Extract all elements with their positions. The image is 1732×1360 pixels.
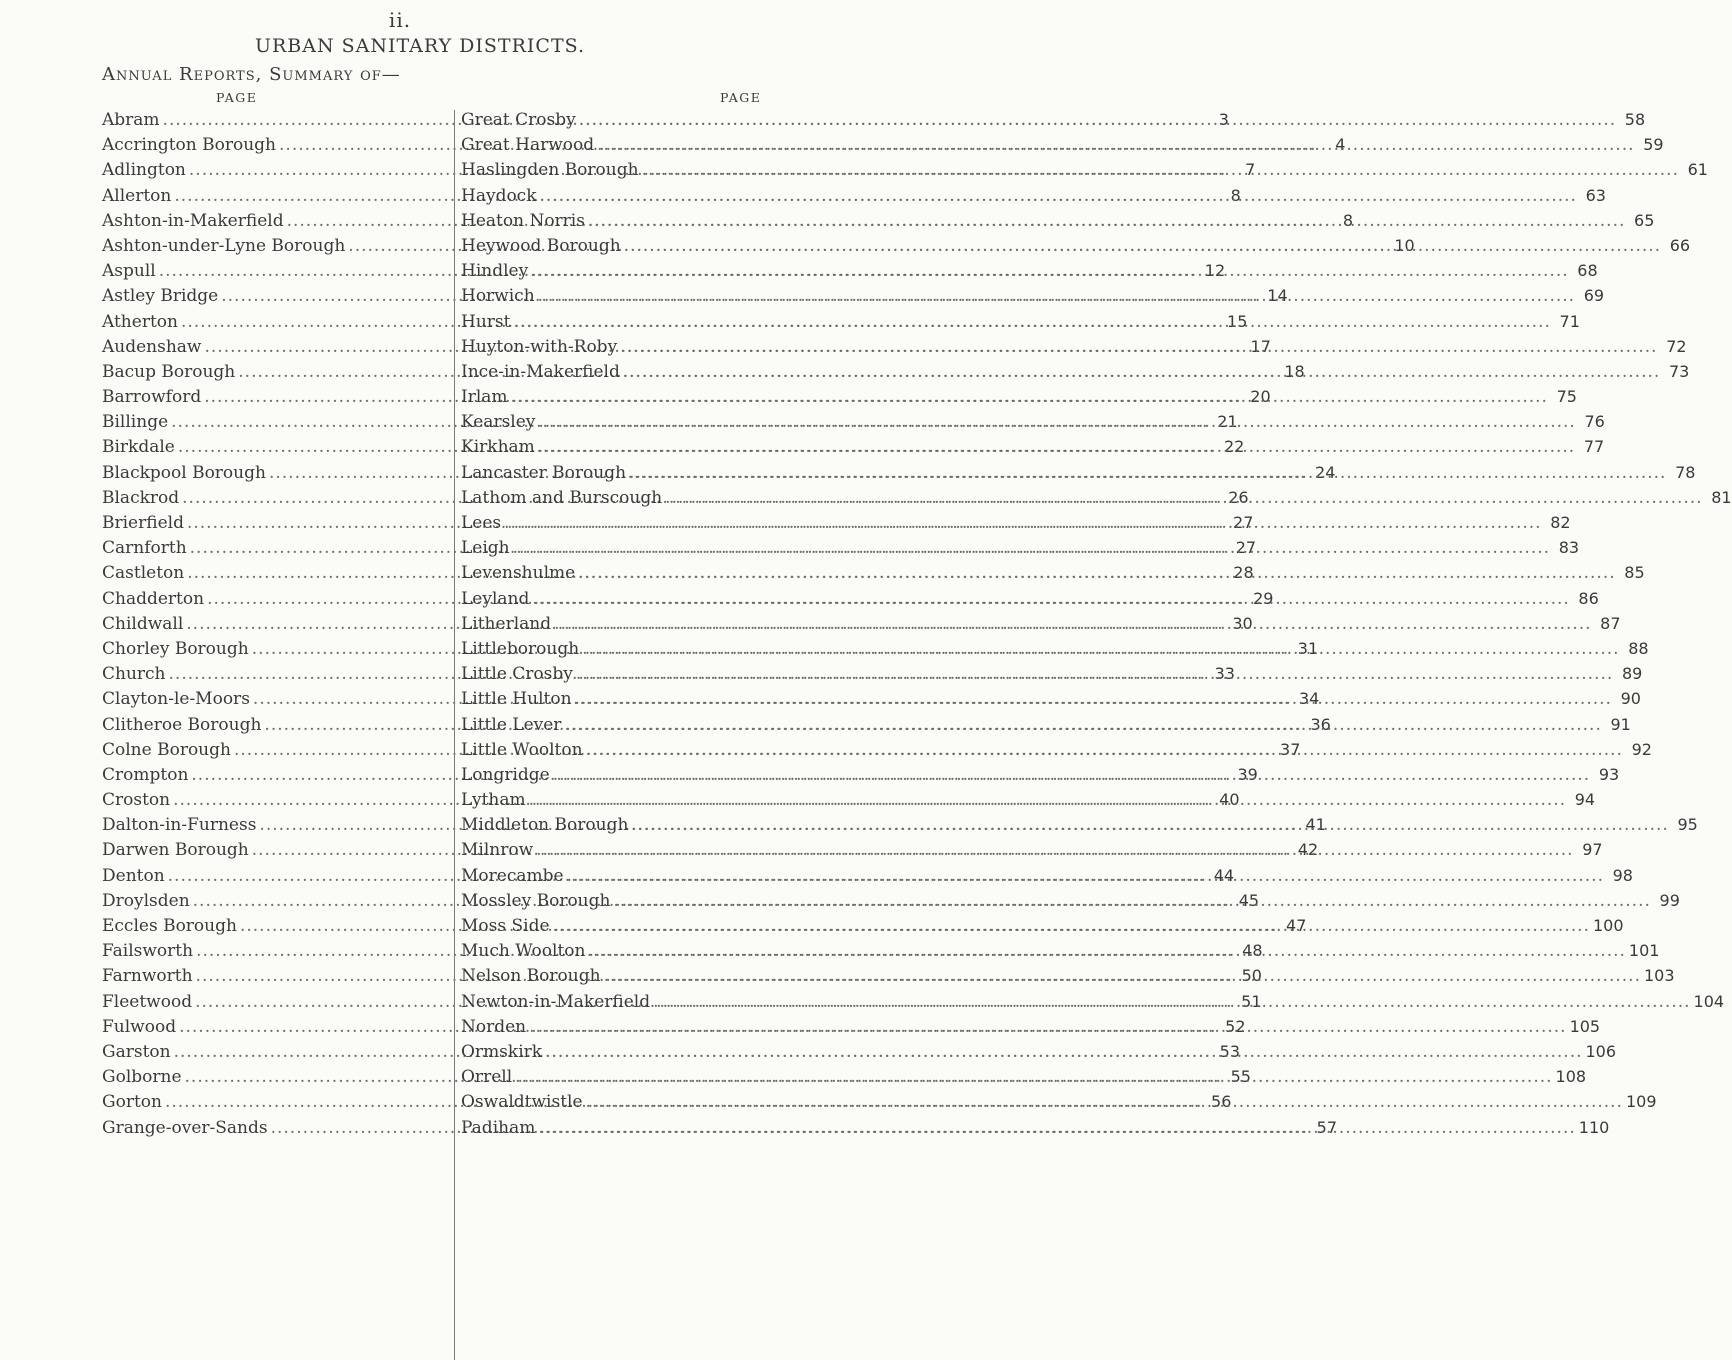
entry-page: 48 [1242, 941, 1263, 961]
entry-page: 99 [1659, 890, 1680, 910]
entry-name: Hindley [461, 261, 529, 282]
entry-page: 39 [1237, 764, 1258, 784]
entry-page: 89 [1621, 664, 1643, 684]
entry-page: 40 [1219, 790, 1240, 810]
entry-name: Aspull [102, 261, 156, 282]
entry-name: Orrell [461, 1067, 513, 1088]
entry-name: Heaton Norris [461, 210, 585, 231]
dot-leader [513, 312, 1550, 332]
dot-leader [582, 639, 1619, 659]
entry-page: 15 [1227, 311, 1248, 331]
entry-name: Birkdale [102, 437, 175, 458]
entry-page: 110 [1578, 1117, 1610, 1137]
entry-page: 14 [1267, 286, 1288, 306]
entry-name: Church [102, 664, 166, 685]
entry-name: Morecambe [461, 865, 564, 886]
dot-leader [588, 941, 1625, 961]
entry-name: Garston [102, 1041, 171, 1062]
entry-page: 29 [1253, 588, 1274, 608]
entry-name: Brierfield [102, 513, 184, 533]
entry-page: 71 [1559, 311, 1580, 331]
entry-name: Litherland [461, 613, 552, 634]
entry-page: 109 [1625, 1092, 1657, 1112]
entry-name: Crompton [102, 764, 189, 785]
index-entry [102, 513, 1254, 538]
entry-page: 78 [1675, 462, 1696, 482]
entry-page: 94 [1574, 790, 1596, 810]
entry-page: 55 [1230, 1067, 1251, 1087]
dot-leader [538, 1118, 1575, 1138]
dot-leader [532, 589, 1569, 609]
entry-page: 59 [1643, 135, 1664, 155]
entry-name: Great Harwood [461, 135, 595, 156]
entry-name: Castleton [102, 563, 185, 584]
index-entry [102, 311, 1248, 337]
entry-name: Much Woolton [461, 941, 586, 962]
entry-page: 98 [1612, 865, 1633, 885]
dot-leader [554, 614, 1591, 634]
entry-name: Golborne [102, 1067, 182, 1088]
dot-leader [553, 765, 1590, 785]
entry-page: 10 [1394, 235, 1415, 255]
entry-page: 75 [1556, 387, 1577, 407]
dot-leader [579, 110, 1616, 130]
entry-page: 63 [1585, 185, 1606, 205]
entry-page: 37 [1280, 739, 1301, 759]
entry-page: 81 [1711, 487, 1732, 507]
dot-leader [597, 135, 1634, 155]
entry-name: Gorton [102, 1092, 162, 1113]
entry-name: Ince-in-Makerfield [461, 361, 620, 382]
dot-leader [586, 1092, 1623, 1112]
entry-name: Childwall [102, 613, 184, 634]
entry-page: 27 [1233, 513, 1254, 532]
entry-page: 69 [1583, 286, 1605, 306]
dot-leader [515, 1067, 1552, 1087]
entry-page: 34 [1298, 689, 1320, 709]
entry-name: Heywood Borough [461, 235, 621, 256]
index-entry [461, 110, 1646, 135]
entry-name: Ormskirk [461, 1041, 543, 1062]
entry-page: 17 [1250, 336, 1271, 356]
index-entry [102, 538, 1257, 563]
entry-name: Audenshaw [102, 336, 202, 357]
entry-name: Abram [102, 110, 160, 130]
dot-leader [553, 916, 1590, 936]
entry-name: Chorley Borough [102, 638, 249, 659]
entry-page: 104 [1693, 991, 1725, 1011]
dot-leader [575, 689, 1612, 709]
entry-name: Atherton [102, 311, 178, 332]
entry-name: Leigh [461, 538, 510, 559]
entry-name: Farnworth [102, 966, 193, 987]
entry-name: Kearsley [461, 412, 536, 433]
entry-name: Nelson Borough [461, 966, 601, 987]
entry-name: Failsworth [102, 941, 194, 962]
entry-name: Blackrod [102, 487, 180, 508]
dot-leader [604, 966, 1641, 986]
entry-page: 52 [1225, 1016, 1246, 1036]
entry-name: Croston [102, 790, 171, 811]
entry-name: Lytham [461, 790, 526, 811]
left-column-header: PAGE [216, 90, 258, 105]
entry-page: 42 [1297, 840, 1319, 860]
dot-leader [624, 236, 1661, 256]
entry-page: 53 [1219, 1041, 1241, 1061]
entry-name: Adlington [102, 160, 186, 181]
entry-page: 108 [1555, 1067, 1587, 1087]
entry-name: Droylsden [102, 890, 190, 911]
entry-page: 22 [1223, 437, 1245, 457]
dot-leader [629, 463, 1666, 483]
entry-page: 24 [1315, 462, 1336, 482]
page-number: ii. [388, 8, 412, 32]
entry-page: 45 [1238, 890, 1260, 910]
dot-leader [623, 362, 1660, 382]
entry-page: 21 [1217, 412, 1238, 432]
entry-page: 76 [1584, 412, 1605, 432]
entry-page: 105 [1569, 1016, 1601, 1036]
entry-name: Haslingden Borough [461, 160, 639, 181]
entry-page: 3 [1218, 110, 1229, 129]
dot-leader [540, 186, 1577, 206]
entry-name: Little Hulton [461, 689, 572, 710]
right-column-header: PAGE [720, 90, 762, 105]
entry-page: 68 [1577, 261, 1598, 281]
entry-name: Fleetwood [102, 991, 193, 1012]
entry-name: Astley Bridge [102, 286, 219, 307]
dot-leader [620, 337, 1657, 357]
dot-leader [586, 740, 1623, 760]
dot-leader [511, 387, 1548, 407]
entry-page: 7 [1245, 160, 1256, 180]
entry-name: Huyton-with-Roby [461, 336, 618, 357]
entry-name: Horwich [461, 286, 535, 307]
dot-leader [513, 538, 1550, 558]
dot-leader [536, 840, 1573, 860]
dot-leader [631, 815, 1668, 835]
entry-page: 85 [1624, 563, 1645, 583]
entry-name: Accrington Borough [102, 135, 277, 156]
summary-subheading: Annual Reports, Summary of— [102, 64, 401, 85]
entry-page: 50 [1241, 966, 1262, 986]
entry-name: Allerton [102, 185, 172, 206]
dot-leader [529, 790, 1566, 810]
dot-leader [538, 286, 1575, 306]
entry-page: 65 [1634, 210, 1655, 230]
index-entry [102, 790, 1240, 815]
entry-page: 36 [1310, 714, 1331, 734]
entry-name: Lancaster Borough [461, 462, 627, 483]
index-entry [461, 160, 1708, 185]
entry-name: Grange-over-Sands [102, 1117, 268, 1138]
dot-leader [538, 412, 1575, 432]
entry-page: 73 [1668, 361, 1690, 381]
entry-page: 103 [1643, 966, 1675, 986]
entry-name: Littleborough [461, 638, 580, 659]
entry-page: 83 [1558, 538, 1580, 558]
entry-name: Great Crosby [461, 110, 576, 130]
entry-page: 72 [1666, 336, 1687, 356]
dot-leader [642, 160, 1679, 180]
entry-name: Middleton Borough [461, 815, 629, 836]
entry-page: 12 [1204, 261, 1226, 281]
dot-leader [567, 866, 1604, 886]
entry-name: Norden [461, 1016, 527, 1037]
entry-page: 106 [1585, 1041, 1617, 1061]
entry-page: 101 [1628, 941, 1660, 961]
entry-name: Clitheroe Borough [102, 714, 262, 735]
entry-name: Bacup Borough [102, 361, 236, 382]
entry-name: Little Crosby [461, 664, 573, 685]
entry-page: 100 [1592, 916, 1624, 935]
entry-page: 18 [1284, 361, 1305, 381]
index-entry [102, 1067, 1251, 1092]
entry-name: Ashton-in-Makerfield [102, 210, 284, 231]
entry-page: 51 [1241, 991, 1262, 1011]
entry-page: 88 [1628, 638, 1649, 658]
entry-name: Darwen Borough [102, 840, 249, 861]
entry-page: 95 [1677, 815, 1698, 835]
index-entry [461, 210, 1655, 236]
entry-name: Clayton-le-Moors [102, 689, 250, 710]
section-heading: URBAN SANITARY DISTRICTS. [254, 35, 586, 57]
entry-name: Moss Side [461, 916, 550, 936]
entry-page: 66 [1669, 235, 1691, 255]
index-entry [461, 135, 1664, 160]
entry-name: Denton [102, 865, 165, 886]
entry-name: Kirkham [461, 437, 535, 458]
dot-leader [538, 437, 1575, 457]
entry-name: Little Lever [461, 714, 562, 735]
entry-name: Barrowford [102, 387, 202, 408]
entry-page: 44 [1213, 865, 1235, 885]
entry-page: 27 [1235, 538, 1257, 558]
entry-name: Hurst [461, 311, 511, 332]
dot-leader [504, 513, 1541, 533]
entry-name: Mossley Borough [461, 890, 611, 911]
entry-name: Ashton-under-Lyne Borough [102, 235, 346, 256]
entry-page: 86 [1578, 588, 1599, 608]
dot-leader [545, 1042, 1582, 1062]
dot-leader [578, 563, 1615, 583]
entry-name: Leyland [461, 588, 530, 609]
entry-page: 41 [1305, 815, 1326, 835]
entry-page: 47 [1286, 916, 1307, 935]
index-entry [102, 261, 1226, 286]
entry-page: 56 [1211, 1092, 1232, 1112]
entry-page: 30 [1232, 613, 1253, 633]
entry-name: Newton-in-Makerfield [461, 991, 651, 1012]
entry-name: Colne Borough [102, 739, 231, 760]
entry-page: 61 [1687, 160, 1708, 180]
dot-leader [613, 891, 1650, 911]
entry-page: 93 [1598, 764, 1620, 784]
column-divider [454, 110, 455, 1360]
dot-leader [588, 211, 1625, 231]
entry-page: 87 [1600, 613, 1621, 633]
entry-page: 26 [1228, 487, 1249, 507]
entry-page: 92 [1631, 739, 1652, 759]
entry-name: Lathom and Burscough [461, 487, 663, 508]
entry-page: 28 [1233, 563, 1254, 583]
entry-page: 97 [1582, 840, 1603, 860]
entry-page: 57 [1316, 1117, 1338, 1137]
entry-name: Levenshulme [461, 563, 576, 584]
entry-page: 8 [1342, 210, 1354, 230]
dot-leader [665, 488, 1702, 508]
entry-page: 77 [1583, 437, 1605, 457]
entry-page: 58 [1624, 110, 1646, 129]
index-entry [102, 387, 1271, 412]
entry-page: 31 [1297, 638, 1319, 658]
index-entry [461, 185, 1606, 211]
entry-page: 8 [1230, 185, 1241, 205]
entry-page: 33 [1214, 664, 1235, 684]
entry-page: 82 [1550, 513, 1571, 532]
entry-name: Blackpool Borough [102, 462, 266, 483]
dot-leader [529, 1017, 1566, 1037]
entry-page: 90 [1620, 689, 1641, 709]
entry-name: Lees [461, 513, 502, 533]
entry-name: Billinge [102, 412, 169, 433]
entry-name: Milnrow [461, 840, 534, 861]
index-entry [102, 1016, 1246, 1042]
entry-name: Haydock [461, 185, 537, 206]
entry-name: Longridge [461, 764, 550, 785]
entry-name: Little Woolton [461, 739, 583, 760]
dot-leader [576, 664, 1613, 684]
entry-name: Carnforth [102, 538, 187, 559]
entry-name: Chadderton [102, 588, 205, 609]
entry-page: 91 [1610, 714, 1631, 734]
dot-leader [564, 715, 1601, 735]
entry-page: 4 [1335, 135, 1346, 155]
entry-name: Oswaldtwistle [461, 1092, 583, 1113]
dot-leader [653, 992, 1690, 1012]
entry-page: 20 [1250, 387, 1271, 407]
dot-leader [531, 261, 1568, 281]
entry-name: Dalton-in-Furness [102, 815, 257, 836]
entry-name: Irlam [461, 387, 508, 408]
entry-name: Padiham [461, 1117, 536, 1138]
entry-name: Fulwood [102, 1016, 177, 1037]
entry-name: Eccles Borough [102, 916, 237, 936]
